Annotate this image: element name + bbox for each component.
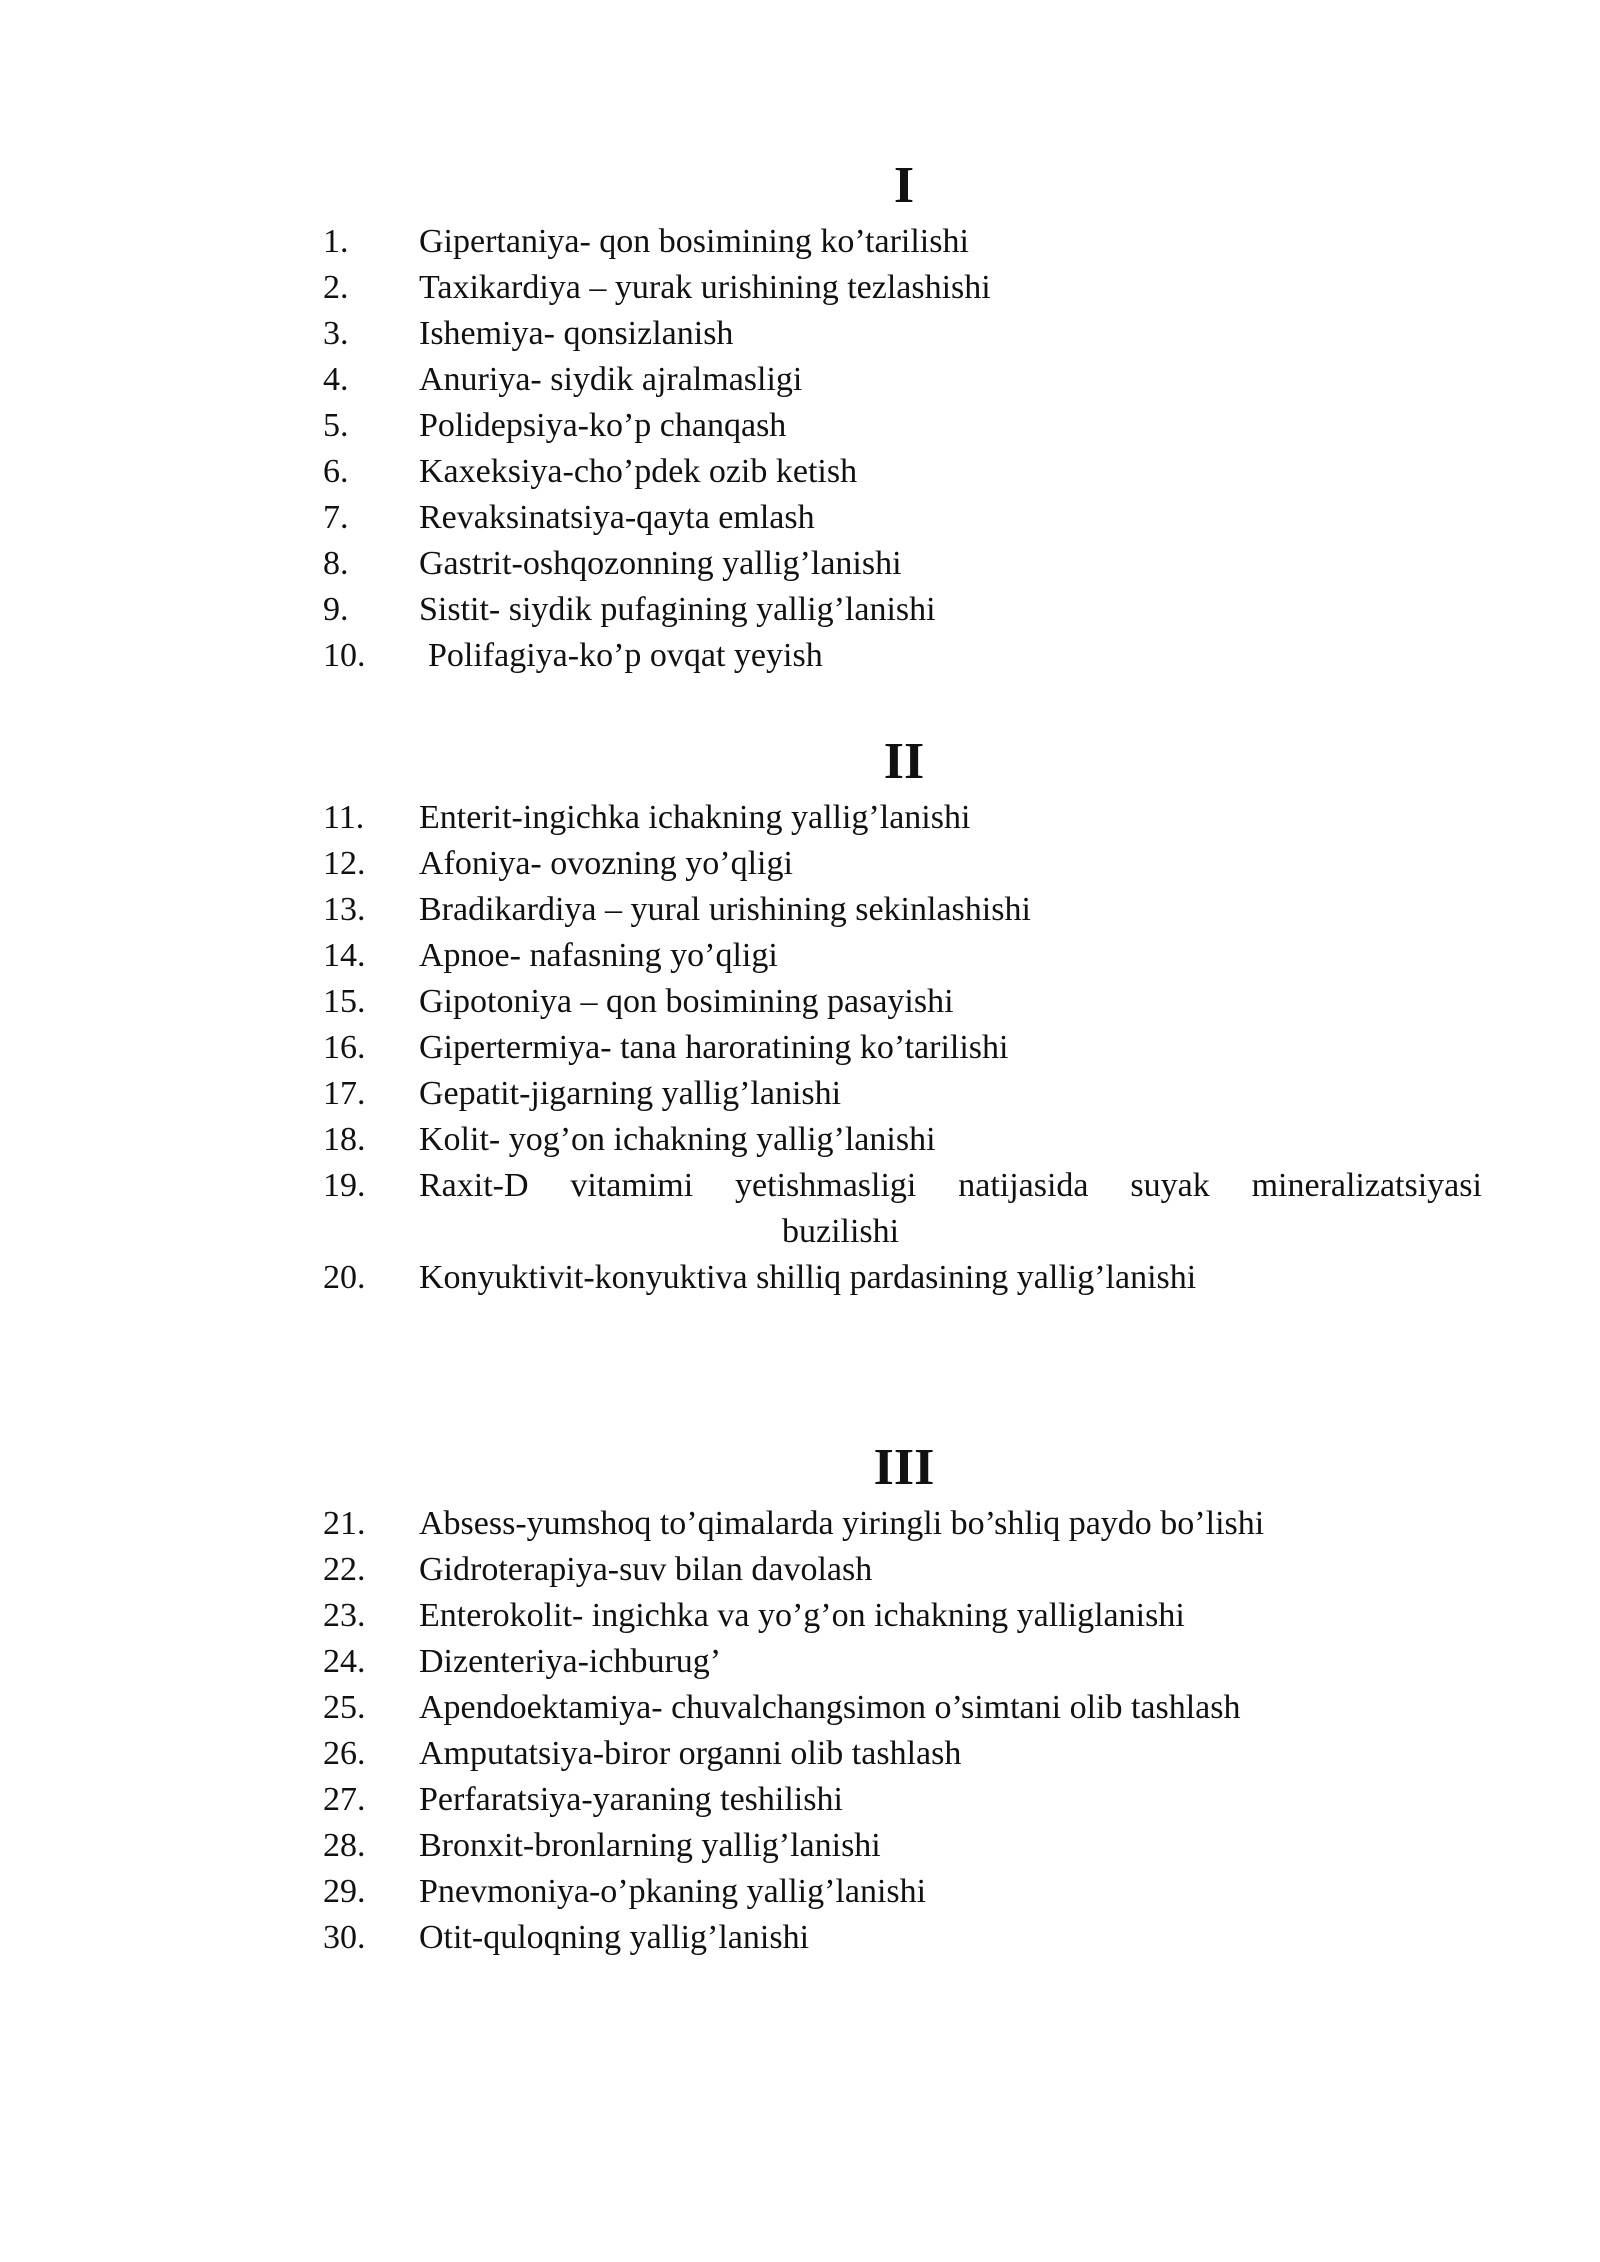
- item-text: Amputatsiya-biror organni olib tashlash: [419, 1735, 962, 1772]
- item-text-continuation: buzilishi: [782, 1213, 900, 1250]
- item-text-justified-line: [419, 1163, 1482, 1209]
- list-item: [0, 587, 1600, 633]
- item-text: Gepatit-jigarning yallig’lanishi: [419, 1075, 842, 1112]
- item-number: 5.: [323, 407, 349, 444]
- item-text: Polifagiya-ko’p ovqat yeyish: [428, 637, 823, 674]
- item-text: Absess-yumshoq to’qimalarda yiringli bo’shliq paydo bo’lishi: [419, 1505, 1265, 1542]
- item-text: Gastrit-oshqozonning yallig’lanishi: [419, 545, 902, 582]
- list-item: [0, 1547, 1600, 1593]
- list-item: [0, 1915, 1600, 1961]
- item-number: 4.: [323, 361, 349, 398]
- item-text: Apnoe- nafasning yo’qligi: [419, 937, 778, 974]
- list-item: [0, 933, 1600, 979]
- item-number: 29.: [323, 1873, 366, 1910]
- item-text: Perfaratsiya-yaraning teshilishi: [419, 1781, 843, 1818]
- item-text-word: mineralizatsiyasi: [1251, 1167, 1482, 1204]
- list-item: [0, 1777, 1600, 1823]
- list-item: [0, 841, 1600, 887]
- item-text: Enterit-ingichka ichakning yallig’lanishi: [419, 799, 971, 836]
- list-item: [0, 887, 1600, 933]
- item-number: 11.: [323, 799, 365, 836]
- list-item: [0, 1117, 1600, 1163]
- item-text-word: Raxit-D: [419, 1167, 529, 1204]
- item-text: Pnevmoniya-o’pkaning yallig’lanishi: [419, 1873, 927, 1910]
- list-item: [0, 541, 1600, 587]
- item-number: 30.: [323, 1919, 366, 1956]
- list-item: [0, 265, 1600, 311]
- list-item: [0, 1731, 1600, 1777]
- section-heading-3: III: [873, 1439, 935, 1496]
- item-number: 27.: [323, 1781, 366, 1818]
- list-item: [0, 1025, 1600, 1071]
- item-text: Bronxit-bronlarning yallig’lanishi: [419, 1827, 881, 1864]
- item-text-word: yetishmasligi: [735, 1167, 917, 1204]
- item-text: Anuriya- siydik ajralmasligi: [419, 361, 803, 398]
- list-item: [0, 311, 1600, 357]
- list-item: [0, 403, 1600, 449]
- item-text: Revaksinatsiya-qayta emlash: [419, 499, 815, 536]
- list-item: [0, 1163, 1600, 1255]
- list-item: [0, 449, 1600, 495]
- list-item: [0, 1501, 1600, 1547]
- item-number: 12.: [323, 845, 366, 882]
- list-item: [0, 795, 1600, 841]
- section-heading-1: I: [893, 157, 915, 214]
- list-item: [0, 1593, 1600, 1639]
- item-text: Gipertermiya- tana haroratining ko’tarilishi: [419, 1029, 1009, 1066]
- item-text: Kolit- yog’on ichakning yallig’lanishi: [419, 1121, 936, 1158]
- item-number: 26.: [323, 1735, 366, 1772]
- list-item: [0, 1685, 1600, 1731]
- item-text: Sistit- siydik pufagining yallig’lanishi: [419, 591, 936, 628]
- list-item: [0, 357, 1600, 403]
- item-number: 3.: [323, 315, 349, 352]
- item-number: 6.: [323, 453, 349, 490]
- item-text: Dizenteriya-ichburug’: [419, 1643, 722, 1680]
- list-item: [0, 1071, 1600, 1117]
- item-text: Afoniya- ovozning yo’qligi: [419, 845, 793, 882]
- item-number: 8.: [323, 545, 349, 582]
- item-number: 24.: [323, 1643, 366, 1680]
- item-number: 1.: [323, 223, 349, 260]
- item-text: Gipotoniya – qon bosimining pasayishi: [419, 983, 954, 1020]
- list-item: [0, 1869, 1600, 1915]
- item-text: Kaxeksiya-cho’pdek ozib ketish: [419, 453, 858, 490]
- item-number: 10.: [323, 637, 366, 674]
- item-text: Konyuktivit-konyuktiva shilliq pardasining yallig’lanishi: [419, 1259, 1197, 1296]
- item-number: 25.: [323, 1689, 366, 1726]
- item-number: 23.: [323, 1597, 366, 1634]
- item-number: 22.: [323, 1551, 366, 1588]
- item-text-word: suyak: [1130, 1167, 1210, 1204]
- item-text: Polidepsiya-ko’p chanqash: [419, 407, 787, 444]
- item-number: 14.: [323, 937, 366, 974]
- item-number: 9.: [323, 591, 349, 628]
- item-number: 20.: [323, 1259, 366, 1296]
- item-text: Taxikardiya – yurak urishining tezlashishi: [419, 269, 991, 306]
- list-item: [0, 1639, 1600, 1685]
- item-number: 18.: [323, 1121, 366, 1158]
- item-number: 17.: [323, 1075, 366, 1112]
- item-number: 7.: [323, 499, 349, 536]
- item-number: 15.: [323, 983, 366, 1020]
- item-number: 28.: [323, 1827, 366, 1864]
- item-text: Gipertaniya- qon bosimining ko’tarilishi: [419, 223, 969, 260]
- list-item: [0, 219, 1600, 265]
- list-item: [0, 1823, 1600, 1869]
- section-heading-2: II: [883, 733, 925, 790]
- item-text: Enterokolit- ingichka va yo’g’on ichakning yalliglanishi: [419, 1597, 1185, 1634]
- item-number: 16.: [323, 1029, 366, 1066]
- item-text: Otit-quloqning yallig’lanishi: [419, 1919, 810, 1956]
- list-item: [0, 1255, 1600, 1301]
- list-item: [0, 633, 1600, 679]
- item-text: Apendoektamiya- chuvalchangsimon o’simtani olib tashlash: [419, 1689, 1241, 1726]
- item-number: 2.: [323, 269, 349, 306]
- item-text-word: natijasida: [958, 1167, 1089, 1204]
- list-item: [0, 495, 1600, 541]
- item-text-word: vitamimi: [570, 1167, 694, 1204]
- item-number: 21.: [323, 1505, 366, 1542]
- item-text: Gidroterapiya-suv bilan davolash: [419, 1551, 873, 1588]
- item-text: Bradikardiya – yural urishining sekinlashishi: [419, 891, 1031, 928]
- item-text: Ishemiya- qonsizlanish: [419, 315, 734, 352]
- list-item: [0, 979, 1600, 1025]
- item-number: 13.: [323, 891, 366, 928]
- item-number: 19.: [323, 1167, 366, 1204]
